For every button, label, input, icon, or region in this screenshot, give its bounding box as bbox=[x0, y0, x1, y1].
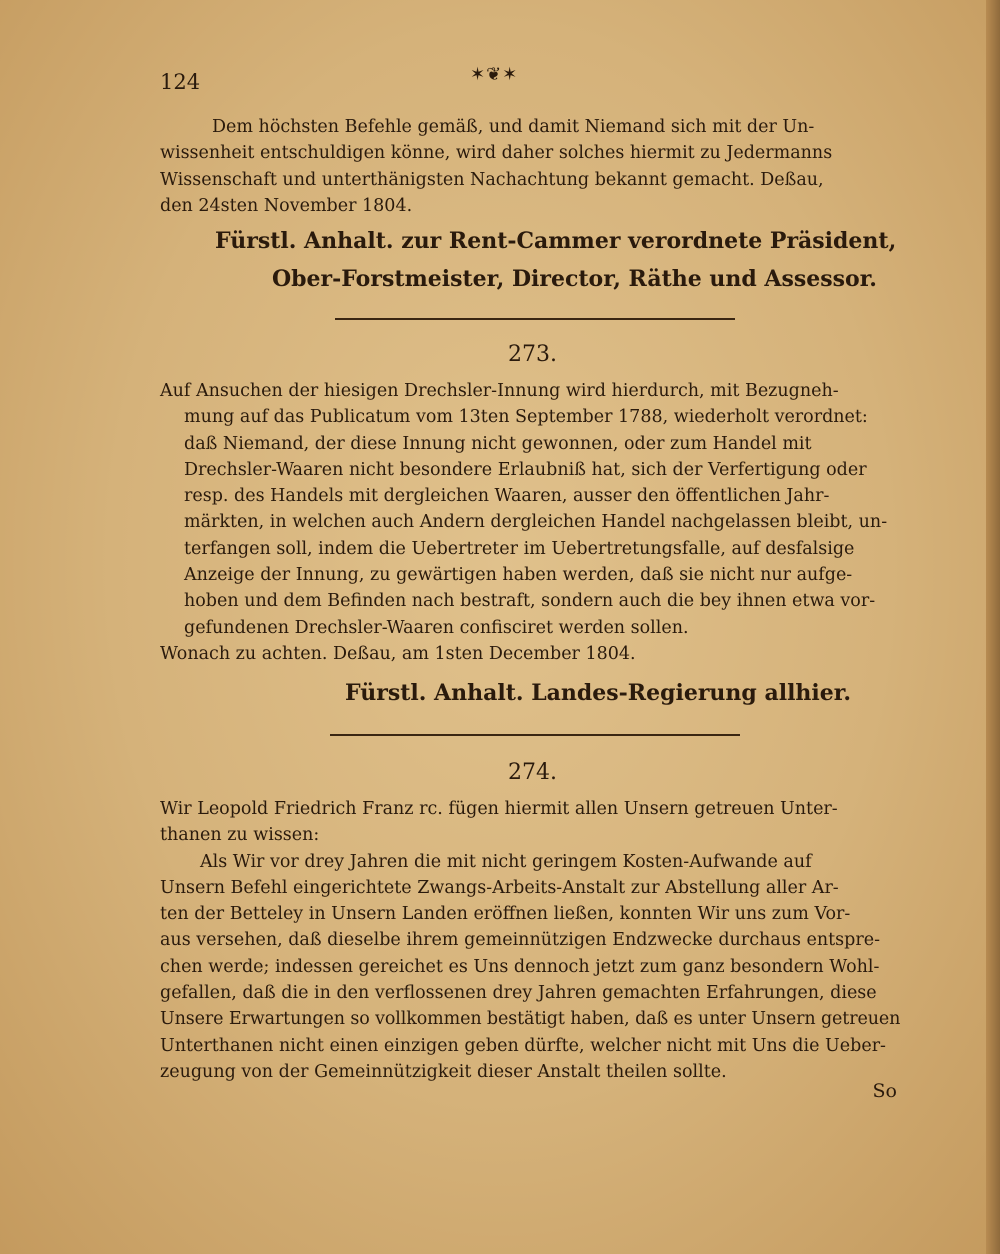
text-line: Als Wir vor drey Jahren die mit nicht geringem Kosten-Aufwande auf bbox=[200, 851, 812, 872]
page-number: 124 bbox=[160, 70, 201, 94]
page-edge bbox=[986, 0, 1000, 1254]
text-line: resp. des Handels mit dergleichen Waaren, ausser den öffentlichen Jahr- bbox=[184, 486, 830, 507]
text-line: märkten, in welchen auch Andern dergleichen Handel nachgelassen bleibt, un- bbox=[184, 512, 888, 533]
text-line: ten der Betteley in Unsern Landen eröffnen ließen, konnten Wir uns zum Vor- bbox=[160, 904, 851, 925]
text-line: wissenheit entschuldigen könne, wird daher solches hiermit zu Jedermanns bbox=[160, 143, 833, 164]
text-line: Unterthanen nicht einen einzigen geben dürfte, welcher nicht mit Uns die Ueber- bbox=[160, 1035, 886, 1056]
text-line: Wir Leopold Friedrich Franz rc. fügen hiermit allen Unsern getreuen Unter- bbox=[160, 799, 838, 819]
text-line: hoben und dem Befinden nach bestraft, sondern auch die bey ihnen etwa vor- bbox=[184, 591, 876, 612]
text-line: aus versehen, daß dieselbe ihrem gemeinnützigen Endzwecke durchaus entspre- bbox=[160, 930, 880, 951]
text-line: Unsern Befehl eingerichtete Zwangs-Arbeits-Anstalt zur Abstellung aller Ar- bbox=[160, 877, 839, 898]
text-line: chen werde; indessen gereichet es Uns dennoch jetzt zum ganz besondern Wohl- bbox=[160, 956, 880, 977]
section-number-274: 274. bbox=[508, 760, 557, 785]
text-line: den 24sten November 1804. bbox=[160, 195, 413, 216]
text-line: Wissenschaft und unterthänigsten Nachachtung bekannt gemacht. Deßau, bbox=[160, 169, 824, 190]
text-line: thanen zu wissen: bbox=[160, 825, 320, 846]
intro-signature-line-1: Fürstl. Anhalt. zur Rent-Cammer verordnete Präsident, bbox=[215, 228, 897, 254]
catchword: So bbox=[872, 1080, 897, 1102]
text-line: Dem höchsten Befehle gemäß, und damit Niemand sich mit der Un- bbox=[212, 117, 815, 137]
text-line: Wonach zu achten. Deßau, am 1sten December 1804. bbox=[160, 643, 636, 664]
text-line: gefundenen Drechsler-Waaren confisciret werden sollen. bbox=[184, 617, 689, 638]
section-273-signature: Fürstl. Anhalt. Landes-Regierung allhier. bbox=[345, 680, 851, 706]
intro-signature-line-2: Ober-Forstmeister, Director, Räthe und Assessor. bbox=[272, 266, 877, 292]
text-line: terfangen soll, indem die Uebertreter im Uebertretungsfalle, auf desfalsige bbox=[184, 538, 855, 559]
text-line: Anzeige der Innung, zu gewärtigen haben werden, daß sie nicht nur aufge- bbox=[184, 565, 853, 586]
text-line: Unsere Erwartungen so vollkommen bestätigt haben, daß es unter Unsern getreuen bbox=[160, 1009, 901, 1030]
section-number-273: 273. bbox=[508, 342, 557, 367]
section-274-text bbox=[160, 796, 900, 1085]
divider-rule bbox=[335, 318, 735, 320]
text-line: Drechsler-Waaren nicht besondere Erlaubniß hat, sich der Verfertigung oder bbox=[184, 459, 867, 480]
text-line: zeugung von der Gemeinnützigkeit dieser Anstalt theilen sollte. bbox=[160, 1061, 727, 1082]
divider-rule bbox=[330, 734, 740, 736]
intro-paragraph bbox=[160, 114, 900, 219]
text-line: mung auf das Publicatum vom 13ten September 1788, wiederholt verordnet: bbox=[184, 407, 868, 428]
text-line: daß Niemand, der diese Innung nicht gewonnen, oder zum Handel mit bbox=[184, 433, 812, 454]
header-ornament: ✶❦✶ bbox=[470, 64, 519, 85]
text-line: gefallen, daß die in den verflossenen drey Jahren gemachten Erfahrungen, diese bbox=[160, 983, 877, 1004]
text-line: Auf Ansuchen der hiesigen Drechsler-Innung wird hierdurch, mit Bezugneh- bbox=[160, 381, 839, 401]
section-273-text bbox=[160, 378, 900, 667]
